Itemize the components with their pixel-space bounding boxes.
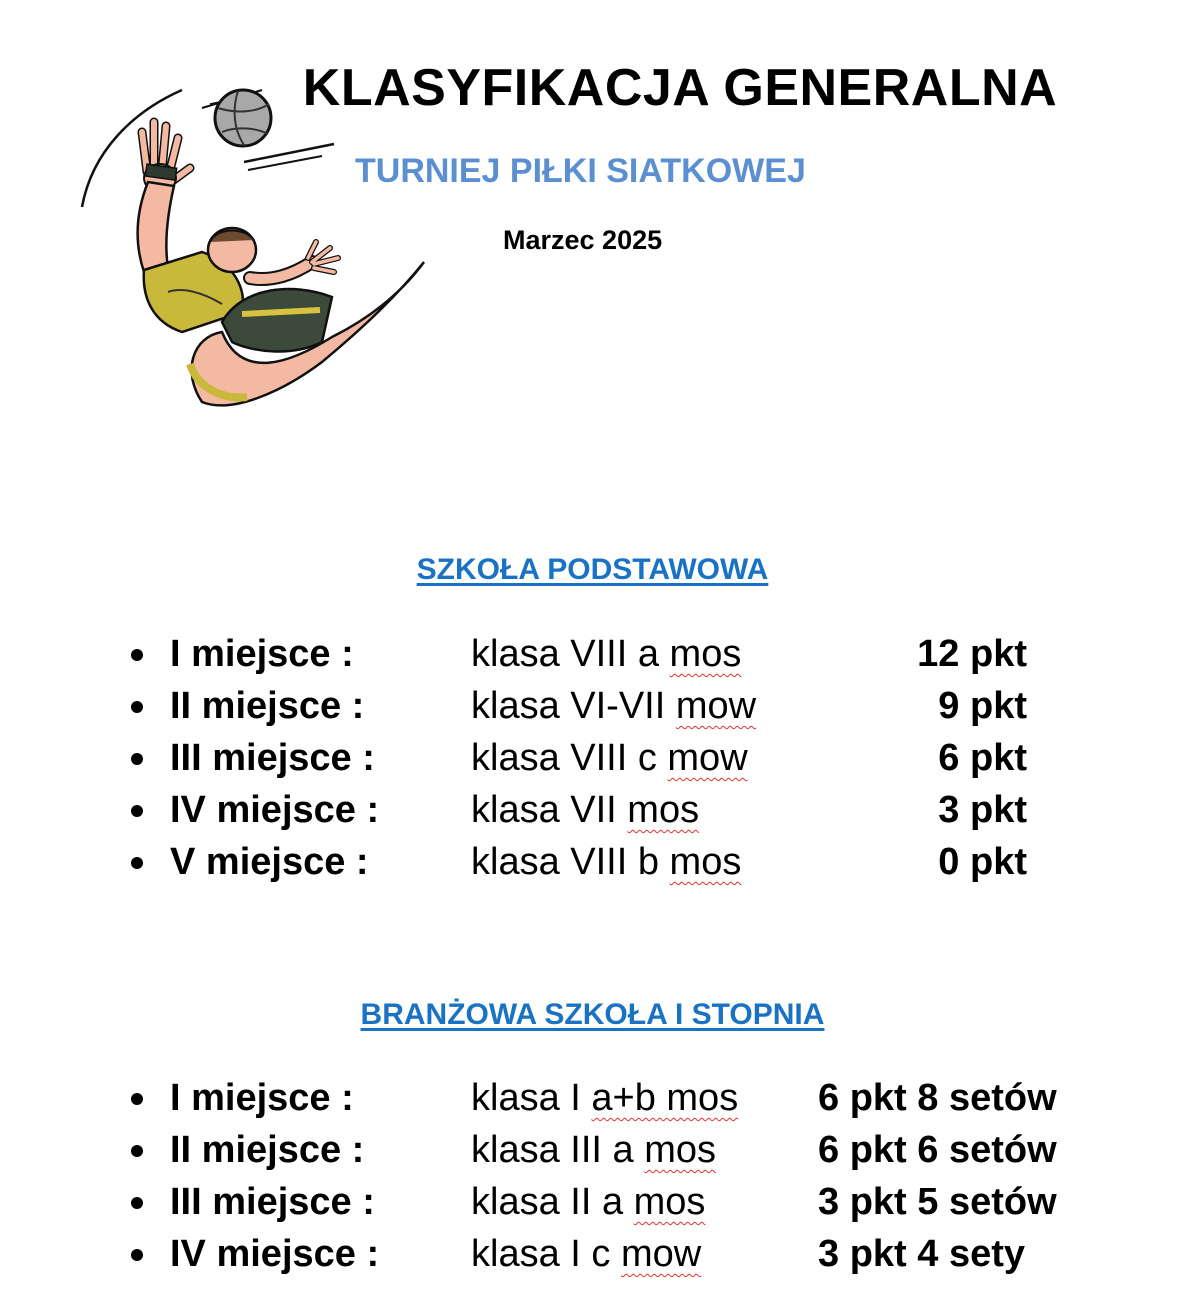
place-label: III miejsce : bbox=[170, 1181, 375, 1223]
team-name: klasa I a+b mos bbox=[471, 1077, 739, 1119]
place-label: II miejsce : bbox=[170, 685, 365, 727]
team-name: klasa I c mow bbox=[471, 1233, 702, 1275]
team-name: klasa III a mos bbox=[471, 1129, 716, 1171]
team-name: klasa VIII b mos bbox=[471, 841, 742, 883]
place-label: I miejsce : bbox=[170, 633, 354, 675]
place-label: III miejsce : bbox=[170, 737, 375, 779]
result-row bbox=[0, 628, 1177, 680]
bullet-icon bbox=[131, 1145, 143, 1157]
result-row bbox=[0, 680, 1177, 732]
bullet-icon bbox=[131, 1197, 143, 1209]
bullet-icon bbox=[131, 649, 143, 661]
page-subtitle: TURNIEJ PIŁKI SIATKOWEJ bbox=[355, 152, 806, 190]
result-row bbox=[0, 836, 1177, 888]
points-value: 6 pkt 8 setów bbox=[818, 1077, 1057, 1119]
points-value: 9 pkt bbox=[938, 685, 1027, 727]
bullet-icon bbox=[131, 857, 143, 869]
points-value: 3 pkt 5 setów bbox=[818, 1181, 1057, 1223]
place-label: II miejsce : bbox=[170, 1129, 365, 1171]
points-value: 3 pkt 4 sety bbox=[818, 1233, 1025, 1275]
result-row bbox=[0, 1228, 1177, 1280]
team-name: klasa VIII a mos bbox=[471, 633, 742, 675]
points-value: 12 pkt bbox=[917, 633, 1027, 675]
results-list-branzowa-szkola bbox=[0, 1072, 1177, 1280]
place-label: V miejsce : bbox=[170, 841, 369, 883]
result-row bbox=[0, 732, 1177, 784]
team-name: klasa VIII c mow bbox=[471, 737, 748, 779]
results-list-szkola-podstawowa bbox=[0, 628, 1177, 888]
result-row bbox=[0, 784, 1177, 836]
result-row bbox=[0, 1072, 1177, 1124]
bullet-icon bbox=[131, 701, 143, 713]
result-row bbox=[0, 1176, 1177, 1228]
team-name: klasa VII mos bbox=[471, 789, 700, 831]
place-label: I miejsce : bbox=[170, 1077, 354, 1119]
section-title-szkola-podstawowa: SZKOŁA PODSTAWOWA bbox=[416, 553, 769, 586]
points-value: 6 pkt bbox=[938, 737, 1027, 779]
team-name: klasa II a mos bbox=[471, 1181, 706, 1223]
event-date: Marzec 2025 bbox=[503, 225, 663, 255]
volleyball-player-illustration bbox=[72, 82, 432, 417]
bullet-icon bbox=[131, 753, 143, 765]
place-label: IV miejsce : bbox=[170, 1233, 380, 1275]
bullet-icon bbox=[131, 1249, 143, 1261]
result-row bbox=[0, 1124, 1177, 1176]
points-value: 0 pkt bbox=[938, 841, 1027, 883]
team-name: klasa VI-VII mow bbox=[471, 685, 757, 727]
bullet-icon bbox=[131, 1093, 143, 1105]
points-value: 3 pkt bbox=[938, 789, 1027, 831]
page-title: KLASYFIKACJA GENERALNA bbox=[302, 59, 1058, 117]
place-label: IV miejsce : bbox=[170, 789, 380, 831]
section-title-branzowa-szkola: BRANŻOWA SZKOŁA I STOPNIA bbox=[360, 998, 825, 1031]
points-value: 6 pkt 6 setów bbox=[818, 1129, 1057, 1171]
bullet-icon bbox=[131, 805, 143, 817]
